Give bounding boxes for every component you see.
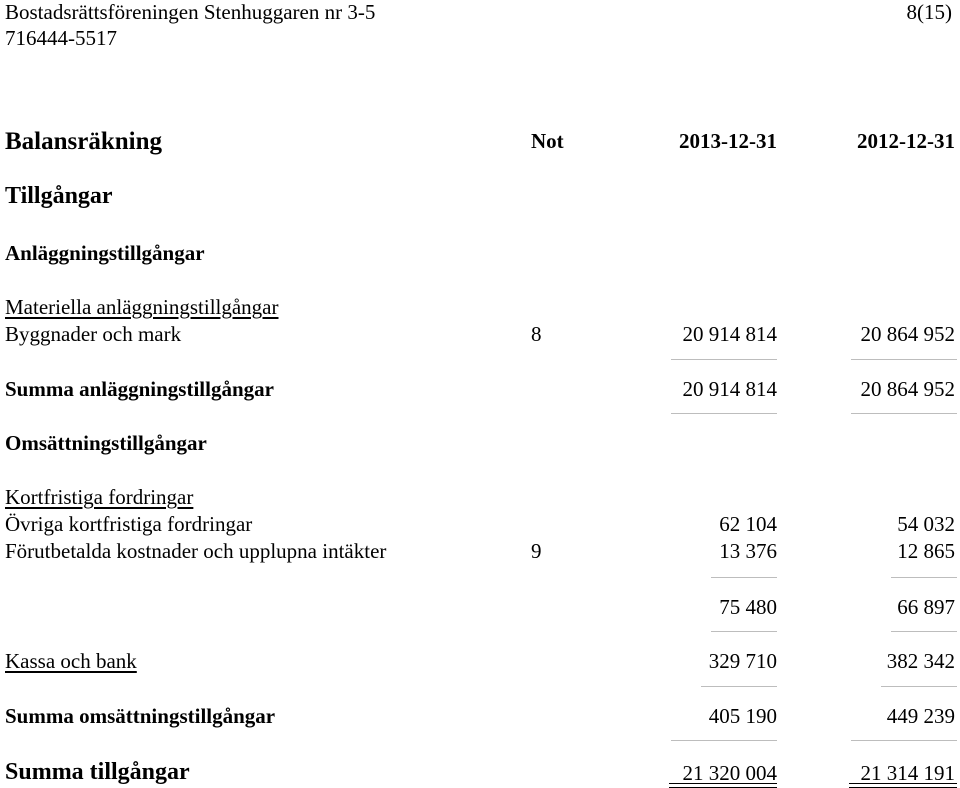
row-current-cash: 329 710 xyxy=(708,649,777,673)
rule-prior xyxy=(891,631,957,632)
rule-prior xyxy=(851,359,957,360)
row-prior-buildings: 20 864 952 xyxy=(860,322,955,346)
rule-current xyxy=(701,686,777,687)
organization-number: 716444-5517 xyxy=(5,26,117,50)
receivables-heading: Kortfristiga fordringar xyxy=(5,485,194,509)
column-header-note: Not xyxy=(531,129,564,153)
rule-current xyxy=(671,740,777,741)
row-note-prepaid: 9 xyxy=(531,539,542,563)
column-header-current: 2013-12-31 xyxy=(679,129,777,153)
report-title: Balansräkning xyxy=(5,128,163,155)
row-label-cash: Kassa och bank xyxy=(5,649,137,673)
receivables-subtotal-prior: 66 897 xyxy=(897,595,955,619)
total-assets-label: Summa tillgångar xyxy=(5,759,190,785)
rule-current xyxy=(671,359,777,360)
total-assets-current: 21 320 004 xyxy=(682,761,777,785)
double-rule-prior xyxy=(849,783,957,788)
rule-current xyxy=(671,413,777,414)
row-label-prepaid: Förutbetalda kostnader och upplupna intäkter xyxy=(5,539,387,563)
rule-prior xyxy=(851,413,957,414)
fixed-assets-sum-prior: 20 864 952 xyxy=(860,377,955,401)
rule-prior xyxy=(891,577,957,578)
receivables-subtotal-current: 75 480 xyxy=(719,595,777,619)
row-prior-other-receivables: 54 032 xyxy=(897,512,955,536)
current-assets-sum-prior: 449 239 xyxy=(886,704,955,728)
column-header-prior: 2012-12-31 xyxy=(857,129,955,153)
tangible-assets-heading: Materiella anläggningstillgångar xyxy=(5,295,279,319)
current-assets-sum-current: 405 190 xyxy=(708,704,777,728)
row-prior-prepaid: 12 865 xyxy=(897,539,955,563)
rule-prior xyxy=(851,740,957,741)
section-title: Tillgångar xyxy=(5,183,113,209)
total-assets-prior: 21 314 191 xyxy=(860,761,955,785)
row-label-other-receivables: Övriga kortfristiga fordringar xyxy=(5,512,253,536)
current-assets-sum-label: Summa omsättningstillgångar xyxy=(5,704,276,728)
row-current-prepaid: 13 376 xyxy=(719,539,777,563)
fixed-assets-sum-current: 20 914 814 xyxy=(682,377,777,401)
rule-current xyxy=(711,577,777,578)
row-current-buildings: 20 914 814 xyxy=(682,322,777,346)
double-rule-current xyxy=(669,783,777,788)
fixed-assets-heading: Anläggningstillgångar xyxy=(5,241,205,265)
row-note-buildings: 8 xyxy=(531,322,542,346)
row-label-buildings: Byggnader och mark xyxy=(5,322,182,346)
rule-current xyxy=(711,631,777,632)
fixed-assets-sum-label: Summa anläggningstillgångar xyxy=(5,377,274,401)
current-assets-heading: Omsättningstillgångar xyxy=(5,431,207,455)
row-prior-cash: 382 342 xyxy=(886,649,955,673)
page-indicator: 8(15) xyxy=(906,0,952,24)
rule-prior xyxy=(881,686,957,687)
row-current-other-receivables: 62 104 xyxy=(719,512,777,536)
organization-name: Bostadsrättsföreningen Stenhuggaren nr 3-5 xyxy=(5,0,376,24)
